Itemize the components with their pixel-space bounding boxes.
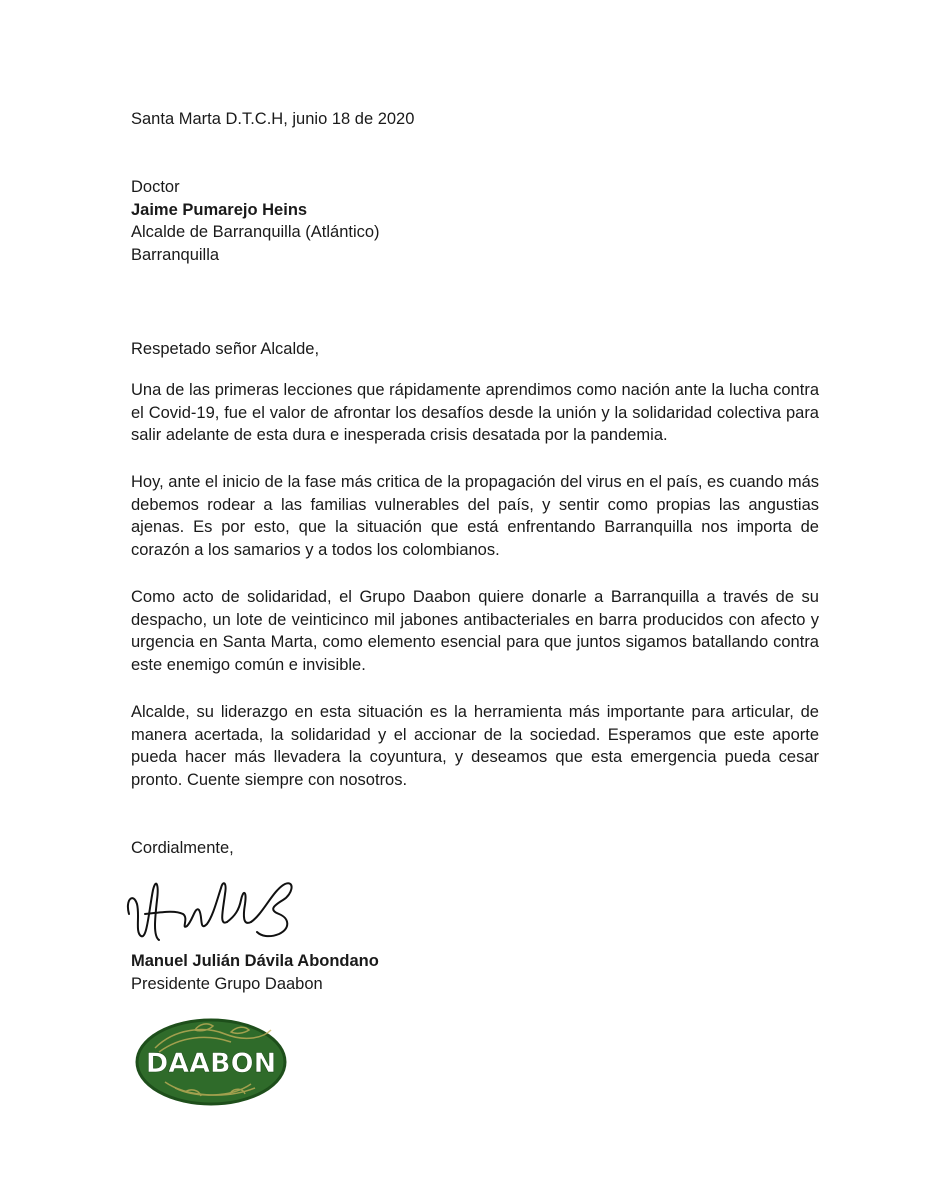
recipient-city: Barranquilla <box>131 245 220 264</box>
signer-position: Presidente Grupo Daabon <box>131 974 323 993</box>
recipient-title: Doctor <box>131 178 180 196</box>
paragraph-1: Una de las primeras lecciones que rápidamente aprendimos como nación ante la lucha contra el Covid-19, fue el valor de afrontar los desafíos desde la unión y la solidaridad colectiva para salir adelante de esta dura e inesperada crisis desatada por la pandemia. <box>131 381 819 444</box>
closing: Cordialmente, <box>131 839 234 857</box>
recipient-position: Alcalde de Barranquilla (Atlántico) <box>131 223 380 241</box>
recipient-name: Jaime Pumarejo Heins <box>131 200 308 219</box>
letter-page <box>131 0 819 1200</box>
paragraph-3: Como acto de solidaridad, el Grupo Daabon quiere donarle a Barranquilla a través de su despacho, un lote de veinticinco mil jabones antibacteriales en barra producidos con afecto y urgencia en Santa Marta, como elemento esencial para que juntos sigamos batallando contra este enemigo común e invisible. <box>131 588 819 674</box>
recipient-block <box>131 176 380 266</box>
paragraph-4: Alcalde, su liderazgo en esta situación es la herramienta más importante para articular, de manera acertada, la solidaridad y el accionar de la sociedad. Esperamos que este aporte pueda hacer más llevadera la coyuntura, y deseamos que esta emergencia pueda cesar pronto. Cuente siempre con nosotros. <box>131 703 819 789</box>
logo-text: DAABON <box>145 1048 277 1079</box>
signer-block <box>131 950 379 995</box>
daabon-logo <box>135 1018 287 1106</box>
handwritten-signature <box>123 870 303 950</box>
salutation: Respetado señor Alcalde, <box>131 340 320 358</box>
letter-date: Santa Marta D.T.C.H, junio 18 de 2020 <box>131 110 415 128</box>
signer-name: Manuel Julián Dávila Abondano <box>131 952 379 970</box>
paragraph-2: Hoy, ante el inicio de la fase más critica de la propagación del virus en el país, es cuando más debemos rodear a las familias vulnerables del país, y sentir como propias las angustias ajenas. Es por esto, que la situación que está enfrentando Barranquilla nos importa de corazón a los samarios y a todos los colombianos. <box>131 473 819 559</box>
